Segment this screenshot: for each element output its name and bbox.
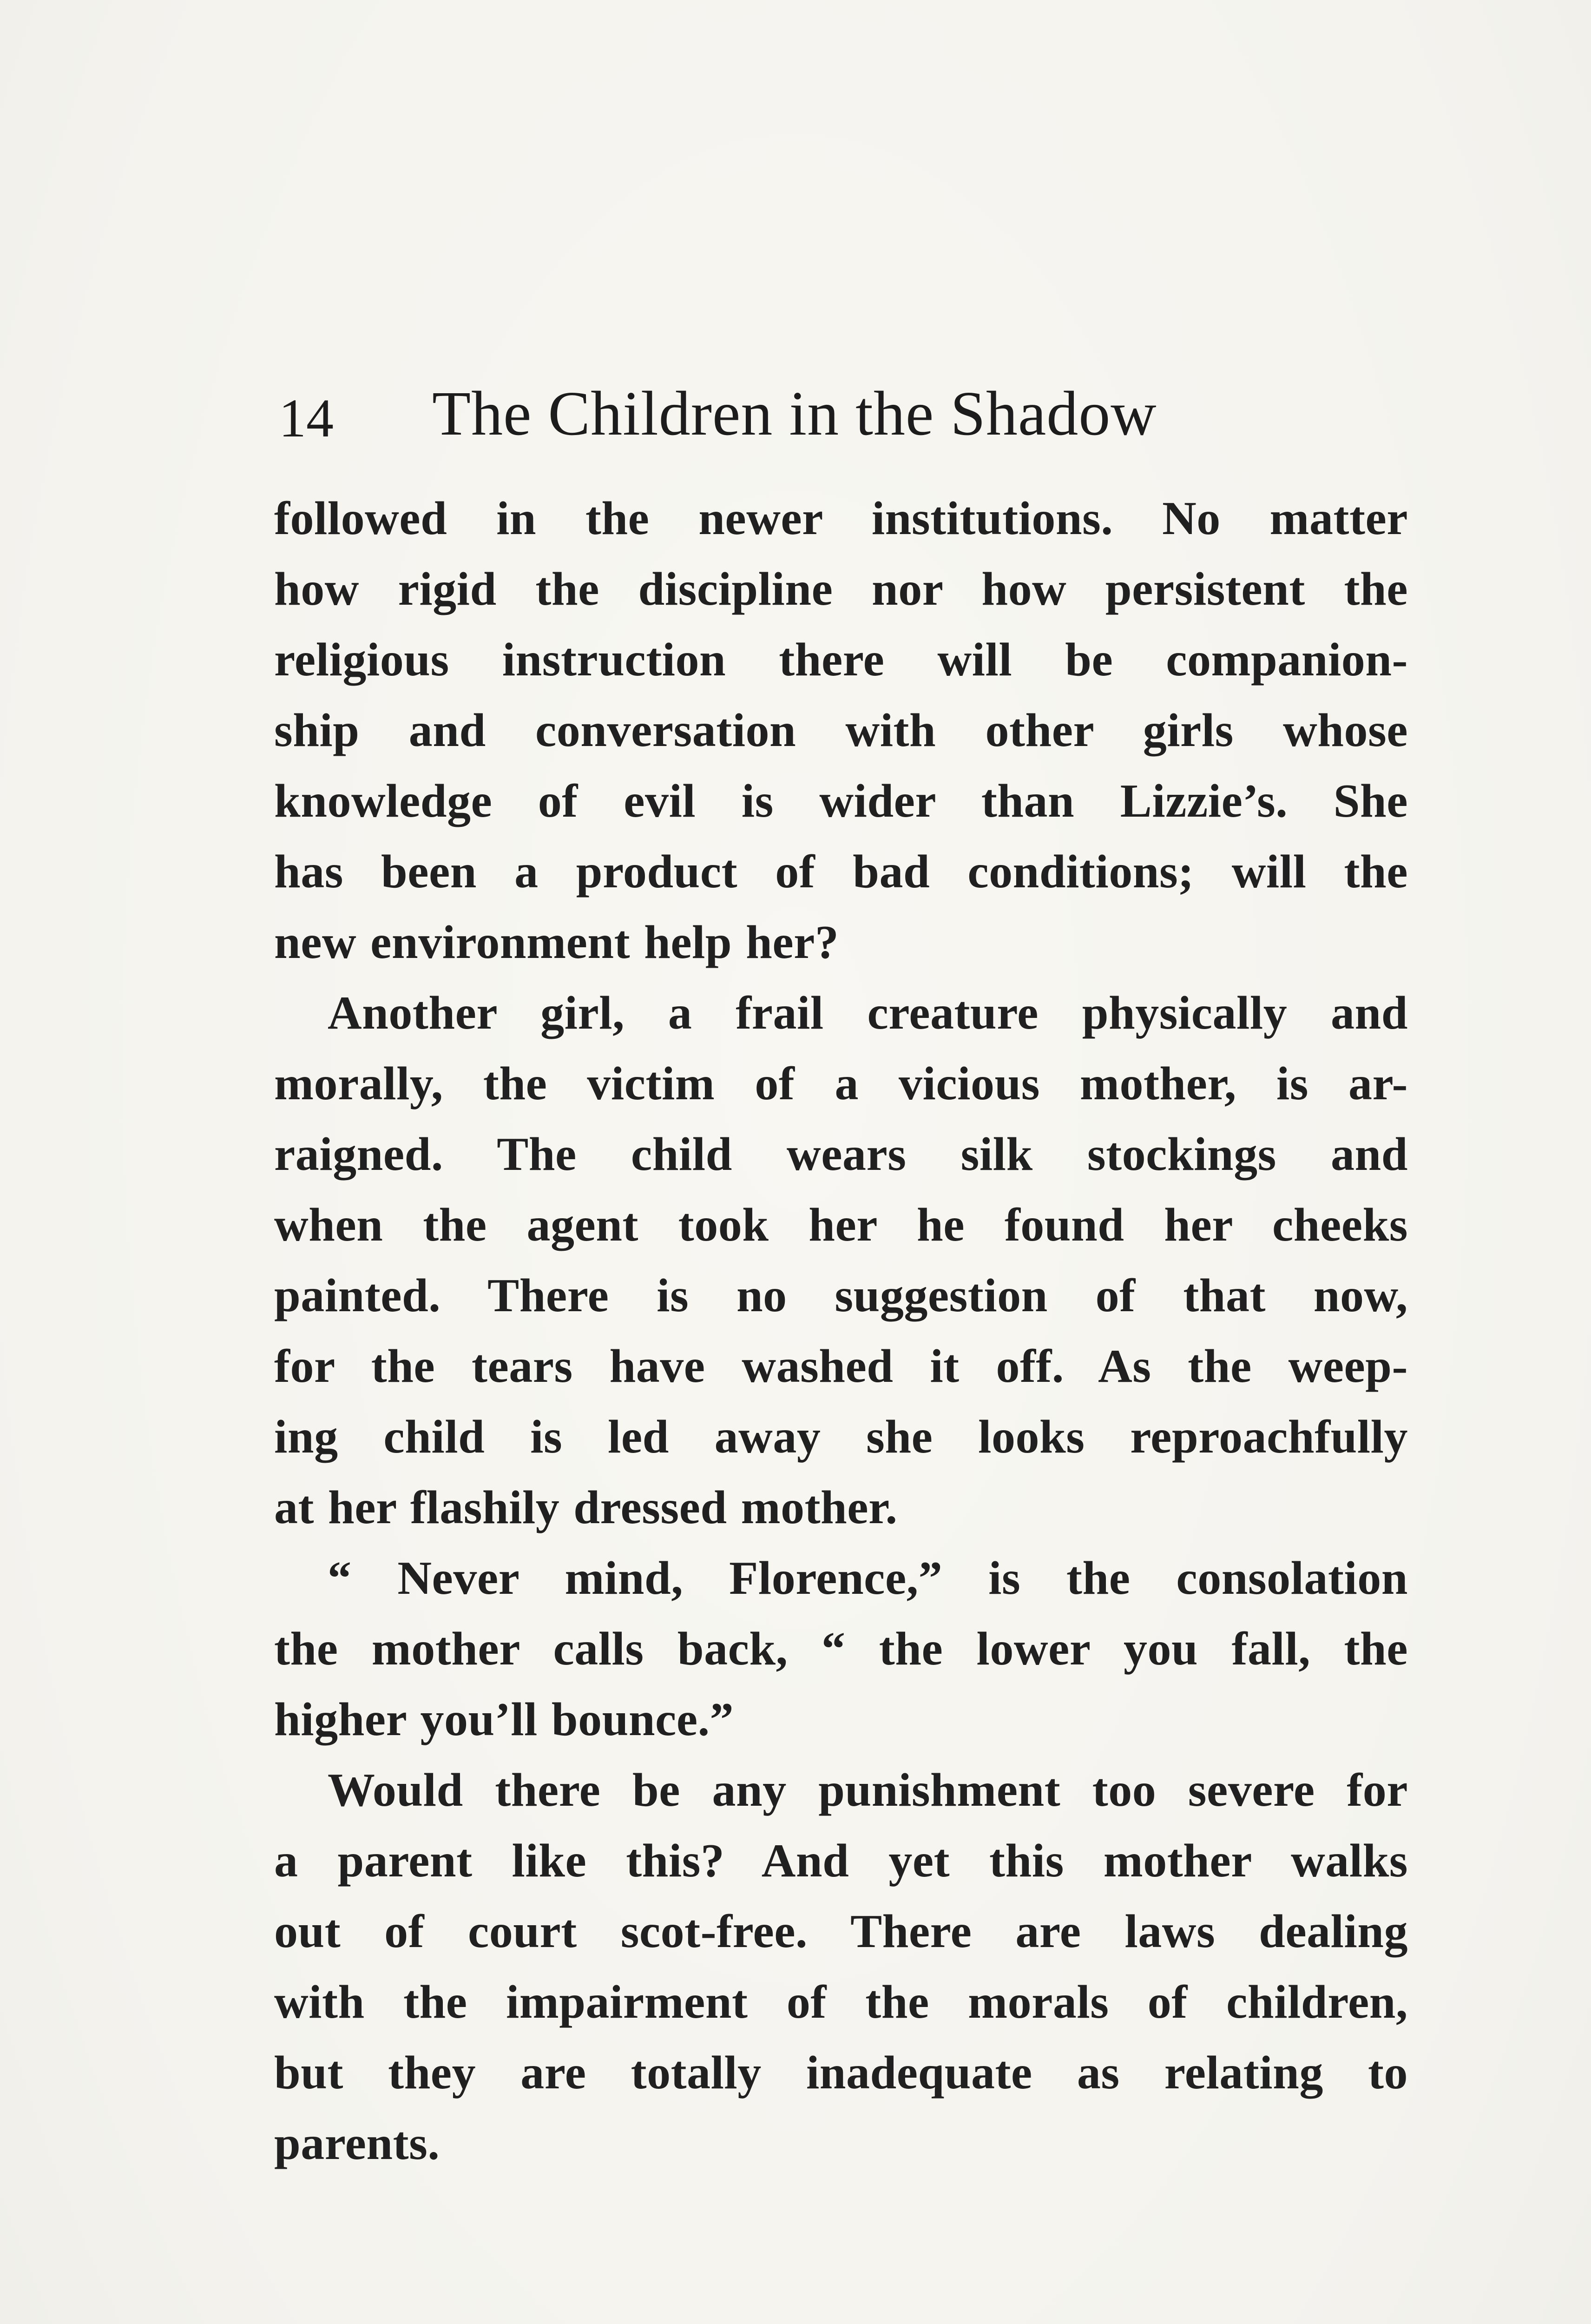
text-line: Another girl, a frail creature physically and xyxy=(328,987,1408,1039)
text-line: the mother calls back, “ the lower you fall, the xyxy=(274,1623,1408,1675)
text-line: higher you’ll bounce.” xyxy=(274,1693,734,1746)
text-line: a parent like this? And yet this mother walks xyxy=(274,1835,1408,1887)
text-line: with the impairment of the morals of children, xyxy=(274,1976,1408,2028)
text-line: Would there be any punishment too severe for xyxy=(328,1764,1408,1816)
text-line: painted. There is no suggestion of that now, xyxy=(274,1269,1408,1322)
page-header xyxy=(274,367,1408,460)
text-line: out of court scot-free. There are laws dealing xyxy=(274,1905,1408,1958)
text-line: ing child is led away she looks reproachfully xyxy=(274,1411,1408,1463)
text-line: has been a product of bad conditions; will the xyxy=(274,845,1408,898)
page-number: 14 xyxy=(279,388,334,449)
text-line: how rigid the discipline nor how persistent the xyxy=(274,563,1408,615)
text-line: for the tears have washed it off. As the weep- xyxy=(274,1340,1408,1393)
text-line: new environment help her? xyxy=(274,916,839,969)
text-line: raigned. The child wears silk stockings and xyxy=(274,1128,1408,1181)
text-line: at her flashily dressed mother. xyxy=(274,1481,898,1534)
text-line: “ Never mind, Florence,” is the consolation xyxy=(328,1552,1408,1604)
text-line: when the agent took her he found her cheeks xyxy=(274,1199,1408,1251)
text-line: ship and conversation with other girls whose xyxy=(274,704,1408,757)
running-title: The Children in the Shadow xyxy=(432,379,1157,449)
text-line: knowledge of evil is wider than Lizzie’s. She xyxy=(274,775,1408,827)
text-line: morally, the victim of a vicious mother, is ar- xyxy=(274,1057,1408,1110)
body-text xyxy=(274,483,1408,2179)
text-line: parents. xyxy=(274,2117,440,2170)
text-line: followed in the newer institutions. No matter xyxy=(274,492,1408,545)
text-line: religious instruction there will be companion- xyxy=(274,634,1408,686)
text-line: but they are totally inadequate as relating to xyxy=(274,2047,1408,2099)
